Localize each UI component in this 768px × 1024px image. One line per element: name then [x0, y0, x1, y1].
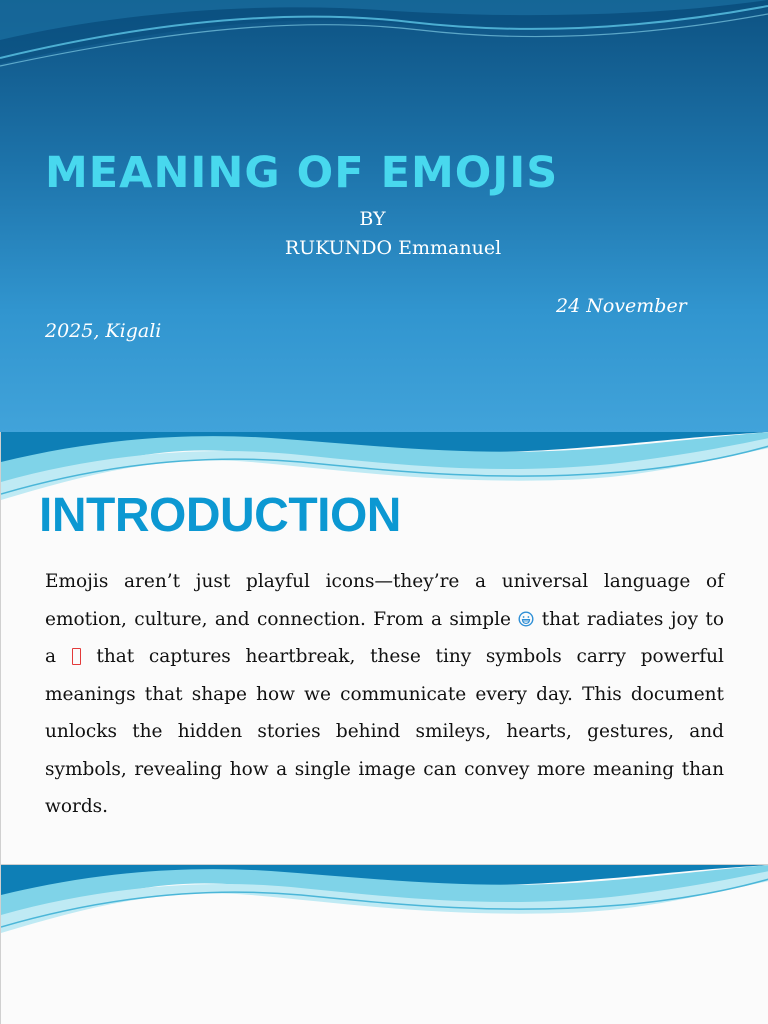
paragraph-text-3: that captures heartbreak, these tiny symbols carry powerful meanings that shape how we communicate every day. This document unlocks the hidden stories behind smileys, hearts, gestures, and symbols, revealing how a single image can convey more meaning than words.: [45, 646, 724, 817]
date-line-1: 24 November: [556, 295, 687, 317]
decorative-wave: [0, 0, 768, 80]
by-label: BY: [359, 208, 386, 230]
paragraph-text-2: that radiates joy to a: [45, 608, 724, 667]
title-slide: [0, 0, 768, 432]
decorative-wave: [1, 865, 768, 937]
date-line-2: 2025, Kigali: [45, 320, 162, 342]
grinning-face-icon: [518, 611, 534, 627]
broken-heart-icon: [72, 648, 81, 665]
intro-paragraph: [45, 563, 724, 826]
paragraph-text-1: Emojis aren’t just playful icons—they’re a universal language of emotion, culture, and connection. From a simple: [45, 571, 724, 630]
section-heading: INTRODUCTION: [39, 489, 401, 542]
next-slide: [0, 864, 768, 1024]
introduction-slide: [0, 432, 768, 864]
slide-title: MEANING OF EMOJIS: [45, 148, 559, 198]
author-name: RUKUNDO Emmanuel: [284, 237, 502, 259]
